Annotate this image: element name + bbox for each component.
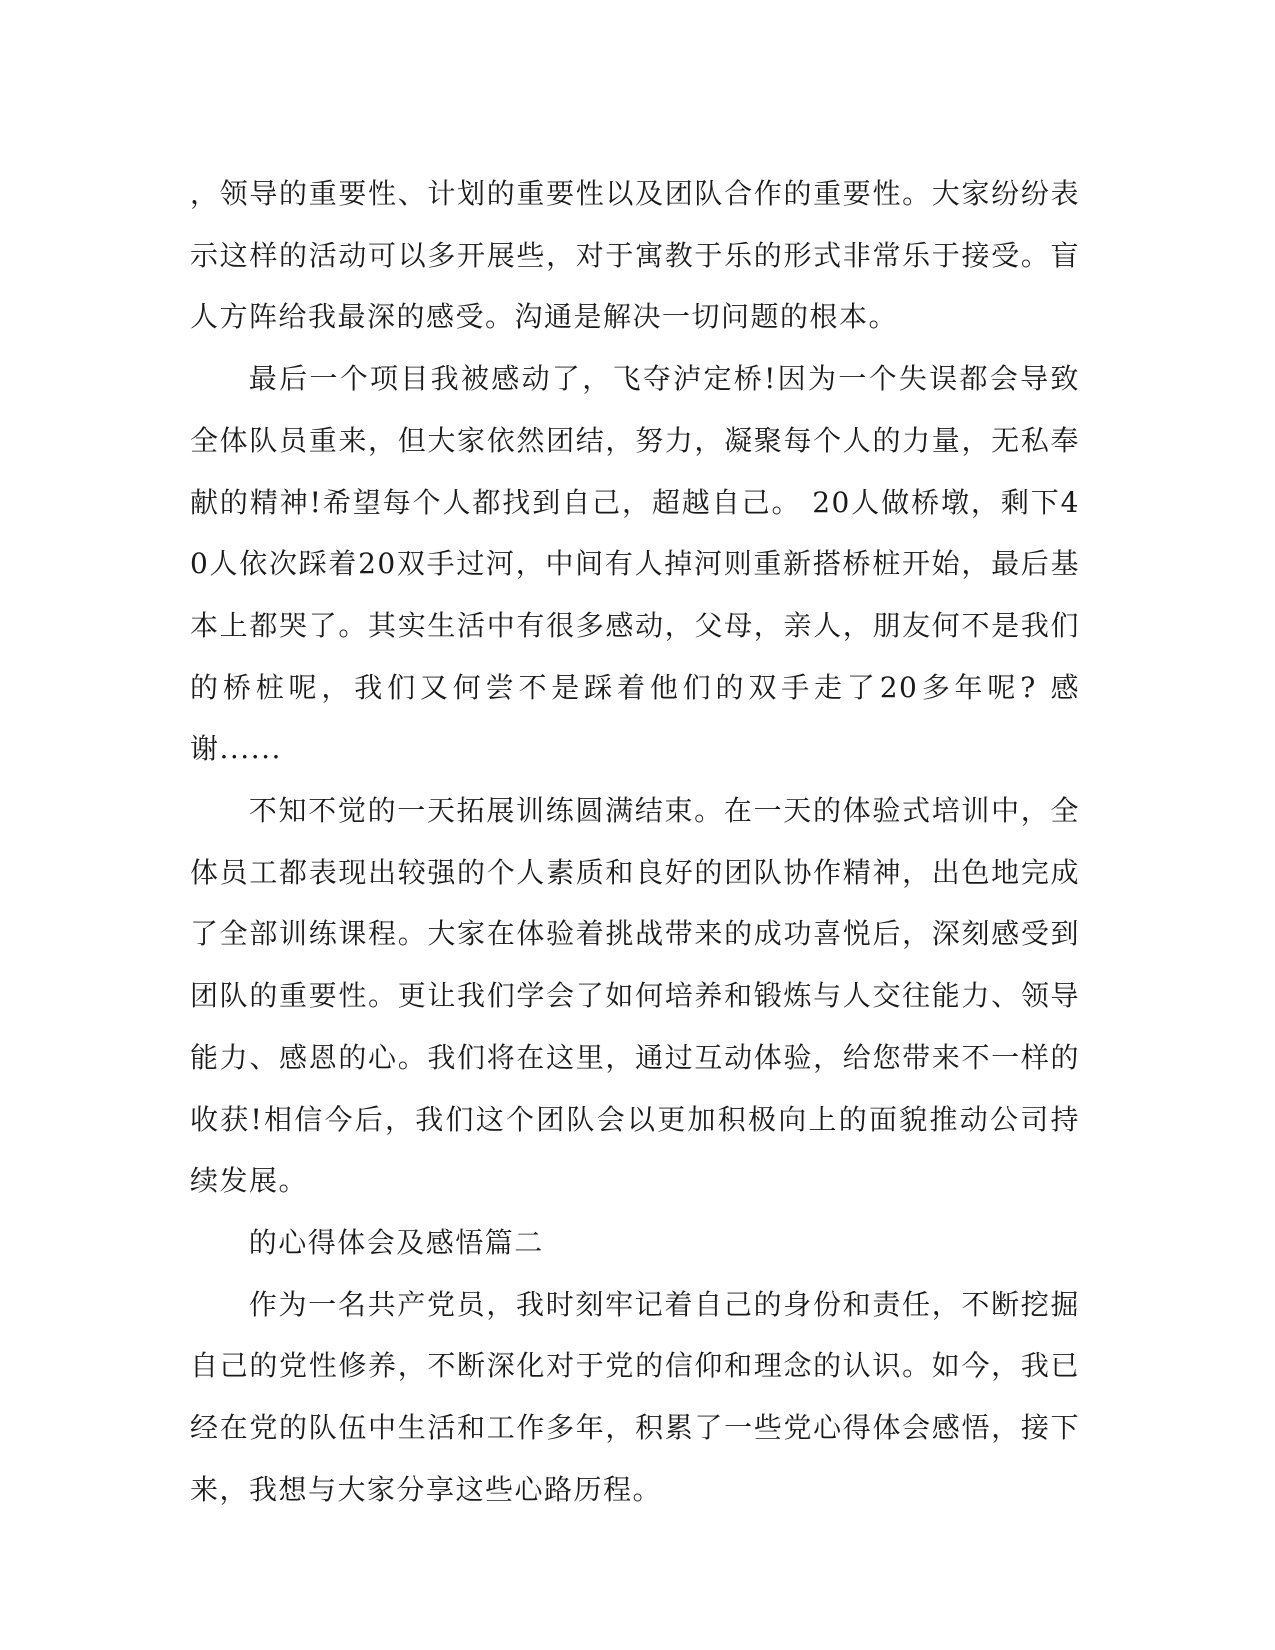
document-body	[190, 163, 1080, 1520]
paragraph-3: 不知不觉的一天拓展训练圆满结束。在一天的体验式培训中，全体员工都表现出较强的个人素质和良好的团队协作精神，出色地完成了全部训练课程。大家在体验着挑战带来的成功喜悦后，深刻感受到团队的重要性。更让我们学会了如何培养和锻炼与人交往能力、领导能力、感恩的心。我们将在这里，通过互动体验，给您带来不一样的收获!相信今后，我们这个团队会以更加积极向上的面貌推动公司持续发展。	[190, 794, 1080, 1198]
paragraph-4: 作为一名共产党员，我时刻牢记着自己的身份和责任，不断挖掘自己的党性修养，不断深化对于党的信仰和理念的认识。如今，我已经在党的队伍中生活和工作多年，积累了一些党心得体会感悟，接下来，我想与大家分享这些心路历程。	[190, 1287, 1080, 1506]
section-heading: 的心得体会及感悟篇二	[248, 1225, 544, 1259]
paragraph-2: 最后一个项目我被感动了，飞夺泸定桥!因为一个失误都会导致全体队员重来，但大家依然团结，努力，凝聚每个人的力量，无私奉献的精神!希望每个人都找到自己，超越自己。 20人做桥墩，剩下40人依次踩着20双手过河，中间有人掉河则重新搭桥桩开始，最后基本上都哭了。其实生活中有很多感动，父母，亲人，朋友何不是我们的桥桩呢，我们又何尝不是踩着他们的双手走了20多年呢? 感谢......	[190, 362, 1080, 766]
paragraph-1: ，领导的重要性、计划的重要性以及团队合作的重要性。大家纷纷表示这样的活动可以多开展些，对于寓教于乐的形式非常乐于接受。盲人方阵给我最深的感受。沟通是解决一切问题的根本。	[190, 177, 1080, 334]
